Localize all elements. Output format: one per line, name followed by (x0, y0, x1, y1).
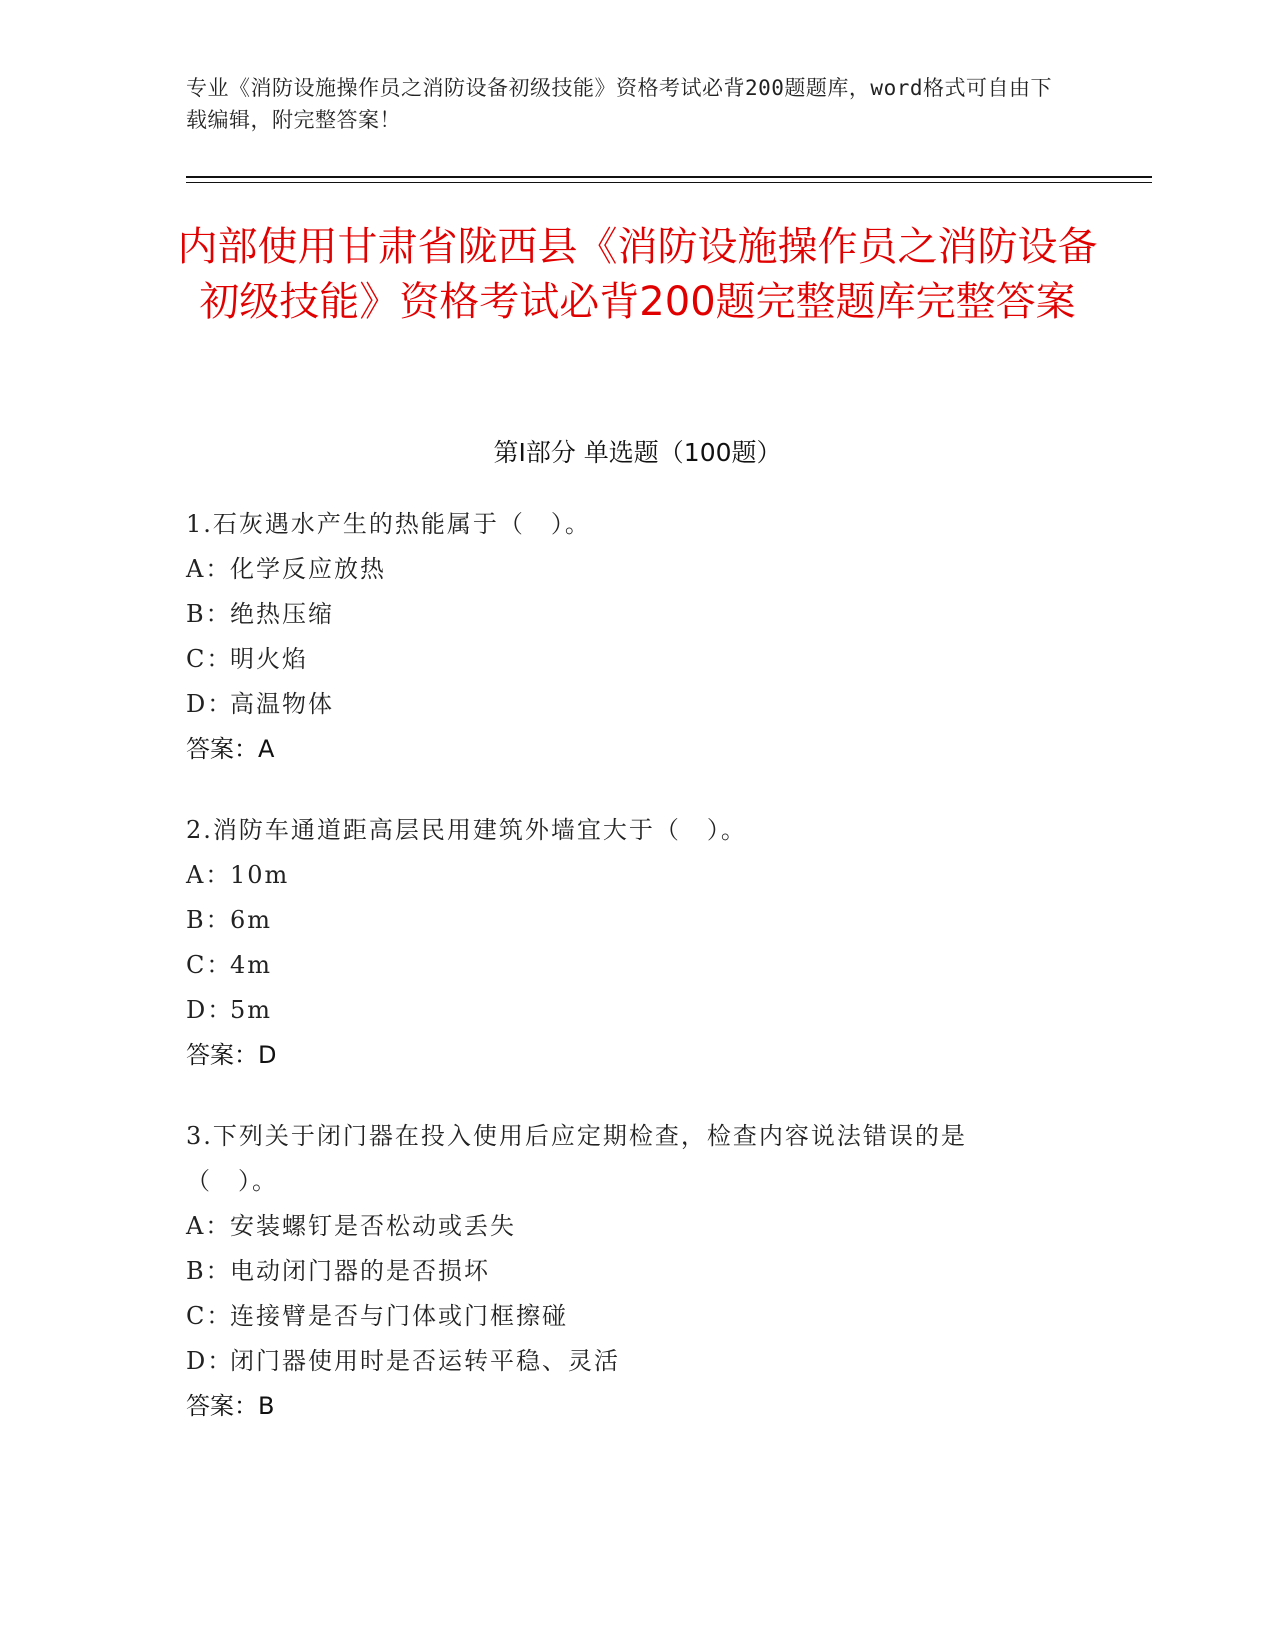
option-key: C： (186, 645, 233, 673)
question-stem: 1.石灰遇水产生的热能属于（ ）。 (186, 510, 591, 538)
option-text: 明火焰 (230, 645, 308, 673)
option-text: 连接臂是否与门体或门框擦碰 (230, 1302, 568, 1330)
option-c (186, 637, 1086, 682)
option-text: 10m (230, 861, 290, 889)
question-1 (186, 502, 1086, 772)
option-a (186, 1204, 1046, 1249)
option-text: 闭门器使用时是否运转平稳、灵活 (230, 1347, 620, 1375)
question-2 (186, 808, 1086, 1078)
option-text: 6m (230, 906, 273, 934)
option-d (186, 1339, 1046, 1384)
answer-line: 答案：D (186, 1041, 277, 1069)
option-d (186, 682, 1086, 727)
document-title: 内部使用甘肃省陇西县《消防设施操作员之消防设备初级技能》资格考试必背200题完整题库完整答案 (177, 224, 1098, 325)
option-key: D： (186, 690, 234, 718)
header-divider-thin (186, 182, 1152, 183)
option-key: B： (186, 1257, 232, 1285)
option-text: 电动闭门器的是否损坏 (230, 1257, 490, 1285)
option-text: 化学反应放热 (230, 555, 386, 583)
header-note: 专业《消防设施操作员之消防设备初级技能》资格考试必背200题题库，word格式可自由下载编辑，附完整答案！ (186, 76, 1052, 132)
question-3 (186, 1114, 1046, 1429)
option-b (186, 898, 1086, 943)
option-d (186, 988, 1086, 1033)
option-key: D： (186, 1347, 234, 1375)
answer-line: 答案：B (186, 1392, 275, 1420)
option-text: 绝热压缩 (230, 600, 334, 628)
option-b (186, 592, 1086, 637)
option-key: A： (186, 555, 232, 583)
option-key: A： (186, 1212, 232, 1240)
option-b (186, 1249, 1046, 1294)
option-key: B： (186, 600, 232, 628)
question-stem: 3.下列关于闭门器在投入使用后应定期检查，检查内容说法错误的是（ ）。 (186, 1122, 967, 1195)
option-c (186, 1294, 1046, 1339)
option-key: C： (186, 1302, 233, 1330)
option-a (186, 547, 1086, 592)
option-a (186, 853, 1086, 898)
header-divider-thick (186, 176, 1152, 178)
section-heading: 第Ⅰ部分 单选题（100题） (493, 438, 782, 467)
option-text: 安装螺钉是否松动或丢失 (230, 1212, 516, 1240)
option-text: 5m (230, 996, 273, 1024)
option-key: B： (186, 906, 232, 934)
option-c (186, 943, 1086, 988)
option-text: 高温物体 (230, 690, 334, 718)
option-key: A： (186, 861, 232, 889)
option-key: C： (186, 951, 233, 979)
answer-line: 答案：A (186, 735, 275, 763)
option-key: D： (186, 996, 234, 1024)
option-text: 4m (230, 951, 273, 979)
question-stem: 2.消防车通道距高层民用建筑外墙宜大于（ ）。 (186, 816, 747, 844)
